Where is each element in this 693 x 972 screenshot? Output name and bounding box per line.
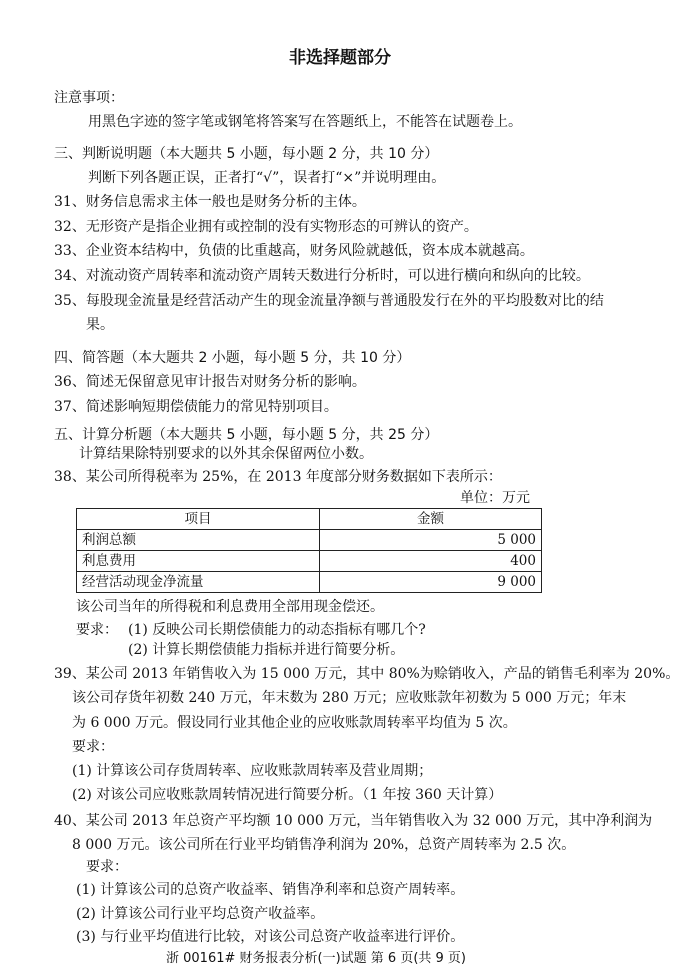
amount-cell: 400	[320, 551, 542, 572]
item-cell: 经营活动现金净流量	[77, 572, 320, 593]
question-38-requirement-1: (1) 反映公司长期偿债能力的动态指标有哪几个?	[128, 622, 426, 638]
financial-data-table	[76, 508, 542, 593]
question-39-line-3: 为 6 000 万元。假设同行业其他企业的应收账款周转率平均值为 5 次。	[72, 715, 517, 731]
question-number: 37、	[54, 399, 86, 415]
notice-heading: 注意事项：	[54, 90, 124, 106]
question-40	[54, 812, 652, 830]
item-cell: 利息费用	[77, 551, 320, 572]
question-39-line-2: 该公司存货年初数 240 万元，年末数为 280 万元；应收账款年初数为 5 000 万元；年末	[72, 690, 627, 706]
question-text: 某公司 2013 年销售收入为 15 000 万元，其中 80%为赊销收入，产品的销售毛利率为 20%。	[85, 666, 680, 682]
question-35	[54, 292, 604, 310]
question-40-requirement-label: 要求：	[86, 859, 128, 875]
section-3-instruction: 判断下列各题正误，正者打“√”，误者打“×”并说明理由。	[88, 170, 446, 186]
question-39-requirement-1: (1) 计算该公司存货周转率、应收账款周转率及营业周期；	[72, 763, 433, 779]
table-row	[77, 551, 542, 572]
question-40-requirement-3: (3) 与行业平均值进行比较，对该公司总资产收益率进行评价。	[76, 929, 465, 945]
question-40-requirement-1: (1) 计算该公司的总资产收益率、销售净利率和总资产周转率。	[76, 882, 465, 898]
amount-cell: 5 000	[320, 530, 542, 551]
question-39	[54, 665, 679, 683]
question-39-requirement-2: (2) 对该公司应收账款周转情况进行简要分析。（1 年按 360 天计算）	[72, 787, 503, 803]
question-number: 39、	[54, 666, 86, 682]
question-text: 企业资本结构中，负债的比重越高，财务风险就越低，资本成本就越高。	[85, 243, 534, 259]
question-36	[54, 373, 366, 391]
table-header-row	[77, 509, 542, 530]
question-number: 34、	[54, 268, 86, 284]
question-38-note: 该公司当年的所得税和利息费用全部用现金偿还。	[76, 599, 384, 615]
question-40-line-2: 8 000 万元。该公司所在行业平均销售净利润为 20%，总资产周转率为 2.5 次。	[72, 837, 576, 853]
question-text: 简述无保留意见审计报告对财务分析的影响。	[85, 374, 366, 390]
section-5-heading: 五、计算分析题（本大题共 5 小题，每小题 5 分，共 25 分）	[54, 427, 439, 443]
question-number: 35、	[54, 293, 86, 309]
table-row	[77, 530, 542, 551]
question-number: 38、	[54, 469, 86, 485]
question-38	[54, 468, 502, 486]
section-4-heading: 四、简答题（本大题共 2 小题，每小题 5 分，共 10 分）	[54, 350, 411, 366]
question-31	[54, 193, 366, 211]
question-text: 简述影响短期偿债能力的常见特别项目。	[85, 399, 338, 415]
question-number: 32、	[54, 219, 86, 235]
column-header-item: 项目	[77, 509, 320, 530]
section-3-heading: 三、判断说明题（本大题共 5 小题，每小题 2 分，共 10 分）	[54, 146, 439, 162]
column-header-amount: 金额	[320, 509, 542, 530]
notice-text: 用黑色字迹的签字笔或钢笔将答案写在答题纸上，不能答在试题卷上。	[88, 114, 522, 130]
question-38-requirement-2: (2) 计算长期偿债能力指标并进行简要分析。	[128, 642, 405, 658]
amount-cell: 9 000	[320, 572, 542, 593]
question-text: 对流动资产周转率和流动资产周转天数进行分析时，可以进行横向和纵向的比较。	[85, 268, 590, 284]
section-5-instruction: 计算结果除特别要求的以外其余保留两位小数。	[79, 446, 373, 462]
question-text: 某公司所得税率为 25%，在 2013 年度部分财务数据如下表所示：	[85, 469, 502, 485]
question-number: 40、	[54, 813, 86, 829]
question-text: 某公司 2013 年总资产平均额 10 000 万元，当年销售收入为 32 000 万元，其中净利润为	[85, 813, 653, 829]
question-37	[54, 398, 338, 416]
question-32	[54, 218, 478, 236]
question-34	[54, 267, 590, 285]
table-row	[77, 572, 542, 593]
question-40-requirement-2: (2) 计算该公司行业平均总资产收益率。	[76, 906, 325, 922]
question-33	[54, 242, 534, 260]
question-number: 36、	[54, 374, 86, 390]
page-title: 非选择题部分	[289, 48, 391, 68]
question-38-requirement-label: 要求：	[76, 622, 118, 638]
question-35-continuation: 果。	[86, 317, 114, 333]
table-unit: 单位：万元	[460, 490, 530, 506]
question-39-requirement-label: 要求：	[72, 739, 114, 755]
page-footer: 浙 00161# 财务报表分析(一)试题 第 6 页(共 9 页)	[166, 951, 467, 966]
item-cell: 利润总额	[77, 530, 320, 551]
question-number: 33、	[54, 243, 86, 259]
question-text: 无形资产是指企业拥有或控制的没有实物形态的可辨认的资产。	[85, 219, 478, 235]
question-number: 31、	[54, 194, 86, 210]
question-text: 财务信息需求主体一般也是财务分析的主体。	[85, 194, 366, 210]
question-text: 每股现金流量是经营活动产生的现金流量净额与普通股发行在外的平均股数对比的结	[85, 293, 604, 309]
